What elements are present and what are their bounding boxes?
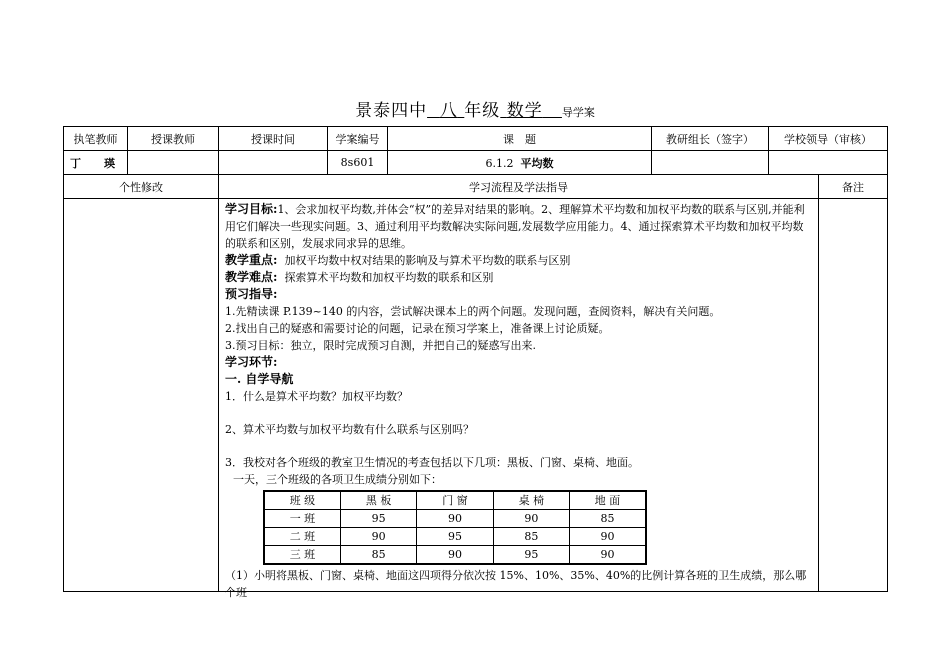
header-row bbox=[64, 127, 888, 151]
score-header-cell: 门 窗 bbox=[417, 491, 493, 510]
learning-goal bbox=[225, 201, 812, 252]
personal-notes-cell[interactable] bbox=[64, 199, 219, 592]
grade-value: 八 bbox=[439, 101, 458, 121]
score-cell: 二 班 bbox=[264, 528, 340, 546]
score-cell: 95 bbox=[340, 510, 416, 528]
process-header: 学习流程及学法指导 bbox=[219, 175, 819, 199]
score-row bbox=[264, 528, 646, 546]
score-row bbox=[264, 546, 646, 565]
score-header-row bbox=[264, 491, 646, 510]
score-cell: 90 bbox=[570, 546, 646, 565]
question-2: 2、算术平均数与加权平均数有什么联系与区别吗？ bbox=[225, 423, 474, 436]
score-cell: 90 bbox=[417, 510, 493, 528]
difficulty bbox=[225, 269, 812, 286]
goal-label: 学习目标: bbox=[225, 202, 278, 216]
school-name: 景泰四中 bbox=[355, 101, 428, 121]
research-leader-label: 教研组长（签字） bbox=[652, 127, 769, 151]
score-cell: 85 bbox=[340, 546, 416, 565]
process-cell bbox=[219, 199, 819, 599]
teacher-label: 执笔教师 bbox=[64, 127, 128, 151]
remarks-cell[interactable] bbox=[819, 199, 888, 592]
school-leader-value bbox=[769, 151, 888, 175]
score-cell: 95 bbox=[417, 528, 493, 546]
value-row bbox=[64, 151, 888, 175]
time-value bbox=[219, 151, 328, 175]
hygiene-score-table bbox=[263, 490, 647, 565]
key-text: 加权平均数中权对结果的影响及与算术平均数的联系与区别 bbox=[284, 254, 571, 267]
section-row bbox=[64, 175, 888, 199]
time-label: 授课时间 bbox=[219, 127, 328, 151]
score-cell: 一 班 bbox=[264, 510, 340, 528]
key-label: 教学重点: bbox=[225, 253, 278, 267]
score-cell: 95 bbox=[493, 546, 569, 565]
score-cell: 85 bbox=[570, 510, 646, 528]
score-cell: 90 bbox=[493, 510, 569, 528]
school-leader-label: 学校领导（审核） bbox=[769, 127, 888, 151]
title-suffix: 导学案 bbox=[561, 106, 595, 119]
topic-value bbox=[388, 151, 652, 175]
score-header-cell: 桌 椅 bbox=[493, 491, 569, 510]
question-3: 3．我校对各个班级的教室卫生情况的考查包括以下几项：黑板、门窗、桌椅、地面。 bbox=[225, 456, 639, 469]
lecturer-label: 授课教师 bbox=[128, 127, 219, 151]
preview-item: 1.先精读课 P.139~140 的内容，尝试解决课本上的两个问题。发现问题，查阅资料，解决有关问题。 bbox=[225, 305, 721, 318]
grade-suffix: 年级 bbox=[464, 101, 501, 121]
preview-item: 2.找出自己的疑惑和需要讨论的问题，记录在预习学案上，准备课上讨论质疑。 bbox=[225, 322, 610, 335]
document-title bbox=[0, 96, 950, 121]
preview-label: 预习指导: bbox=[225, 287, 278, 301]
lecturer-value bbox=[128, 151, 219, 175]
body-row bbox=[64, 199, 888, 592]
score-row bbox=[264, 510, 646, 528]
learning-steps-label: 学习环节: bbox=[225, 355, 278, 369]
preview-item: 3.预习目标：独立，限时完成预习自测，并把自己的疑惑写出来. bbox=[225, 339, 536, 352]
score-cell: 90 bbox=[417, 546, 493, 565]
personal-notes-header: 个性修改 bbox=[64, 175, 219, 199]
topic-title: 平均数 bbox=[520, 156, 554, 170]
subject-value: 数学 bbox=[506, 101, 543, 121]
score-cell: 90 bbox=[340, 528, 416, 546]
process-content bbox=[219, 199, 818, 599]
score-header-cell: 班 级 bbox=[264, 491, 340, 510]
guide-table bbox=[63, 126, 888, 599]
score-header-cell: 地 面 bbox=[570, 491, 646, 510]
score-cell: 三 班 bbox=[264, 546, 340, 565]
teacher-value: 丁 瑛 bbox=[64, 151, 128, 175]
question-3-intro: 一天，三个班级的各项卫生成绩分别如下： bbox=[233, 473, 442, 486]
question-1: 1．什么是算术平均数？加权平均数？ bbox=[225, 390, 408, 403]
topic-number: 6.1.2 bbox=[485, 156, 514, 170]
difficulty-text: 探索算术平均数和加权平均数的联系和区别 bbox=[284, 271, 494, 284]
goal-text: 1、会求加权平均数,并体会“权”的差异对结果的影响。2、理解算术平均数和加权平均数的联系与区别,并能利用它们解决一些现实问题。3、通过利用平均数解决实际问题,发展数学应用能力。4、通过探索算术平均数和加权平均数的联系和区别，发展求同求异的思维。 bbox=[225, 203, 805, 250]
key-point bbox=[225, 252, 812, 269]
section-one-heading: 一. 自学导航 bbox=[225, 372, 294, 386]
remarks-header: 备注 bbox=[819, 175, 888, 199]
score-cell: 90 bbox=[570, 528, 646, 546]
topic-label: 课 题 bbox=[388, 127, 652, 151]
score-header-cell: 黑 板 bbox=[340, 491, 416, 510]
research-leader-value bbox=[652, 151, 769, 175]
score-cell: 85 bbox=[493, 528, 569, 546]
plan-no-label: 学案编号 bbox=[328, 127, 388, 151]
question-3-part-1: （1）小明将黑板、门窗、桌椅、地面这四项得分依次按 15%、10%、35%、40%的比例计算各班的卫生成绩，那么哪个班 bbox=[225, 569, 807, 599]
plan-no-value: 8s601 bbox=[328, 151, 388, 175]
difficulty-label: 教学难点: bbox=[225, 270, 278, 284]
